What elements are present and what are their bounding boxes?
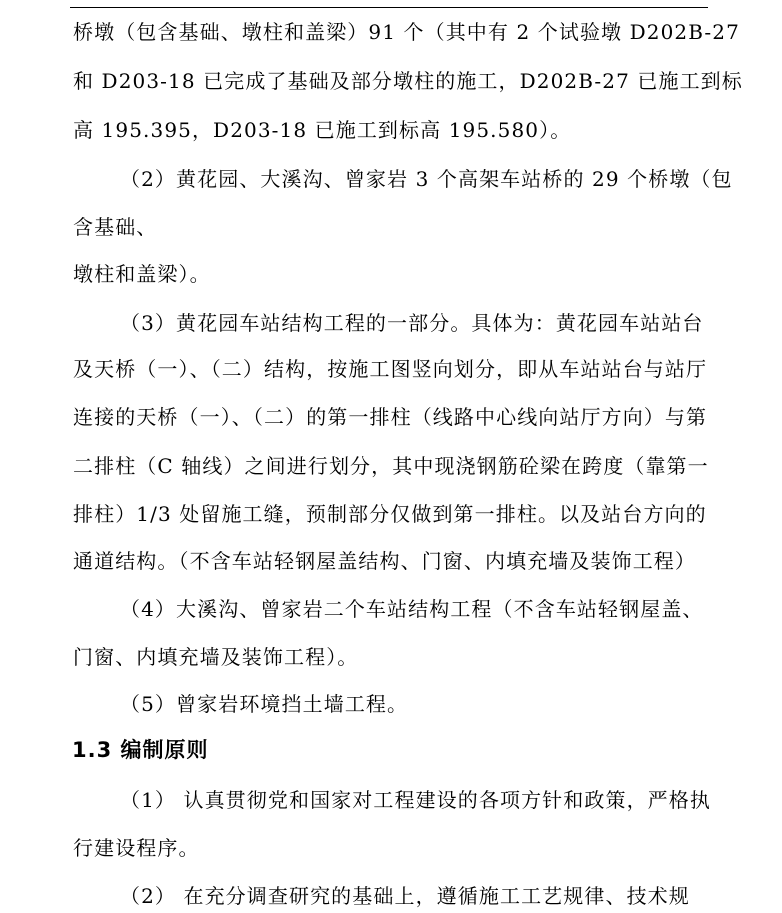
body-line-5: 含基础、 [73, 215, 158, 239]
body-line-7: （3）黄花园车站结构工程的一部分。具体为：黄花园车站站台 [120, 311, 704, 335]
section-heading: 1.3 编制原则 [72, 738, 209, 762]
top-divider [70, 7, 708, 8]
body-line-17: 行建设程序。 [73, 836, 200, 860]
body-line-3: 高 195.395，D203-18 已施工到标高 195.580）。 [73, 118, 572, 142]
body-line-9: 连接的天桥（一）、（二）的第一排柱（线路中心线向站厅方向）与第 [73, 405, 708, 429]
body-line-6: 墩柱和盖梁）。 [73, 262, 211, 286]
body-line-11: 排柱）1/3 处留施工缝，预制部分仅做到第一排柱。以及站台方向的 [73, 502, 707, 526]
body-line-2: 和 D203-18 已完成了基础及部分墩柱的施工，D202B-27 已施工到标 [73, 69, 743, 93]
body-line-4: （2）黄花园、大溪沟、曾家岩 3 个高架车站桥的 29 个桥墩（包 [120, 167, 733, 191]
body-line-16: （1） 认真贯彻党和国家对工程建设的各项方针和政策，严格执 [120, 788, 711, 812]
body-line-8: 及天桥（一）、（二）结构，按施工图竖向划分，即从车站站台与站厅 [73, 357, 708, 381]
body-line-15: （5）曾家岩环境挡土墙工程。 [120, 692, 409, 716]
body-line-1: 桥墩（包含基础、墩柱和盖梁）91 个（其中有 2 个试验墩 D202B-27 [73, 20, 740, 44]
body-line-13: （4）大溪沟、曾家岩二个车站结构工程（不含车站轻钢屋盖、 [120, 597, 704, 621]
body-line-10: 二排柱（C 轴线）之间进行划分，其中现浇钢筋砼梁在跨度（靠第一 [73, 454, 709, 478]
body-line-14: 门窗、内填充墙及装饰工程）。 [73, 645, 359, 669]
body-line-18: （2） 在充分调查研究的基础上，遵循施工工艺规律、技术规 [120, 884, 690, 908]
body-line-12: 通道结构。（不含车站轻钢屋盖结构、门窗、内填充墙及装饰工程） [73, 549, 696, 573]
